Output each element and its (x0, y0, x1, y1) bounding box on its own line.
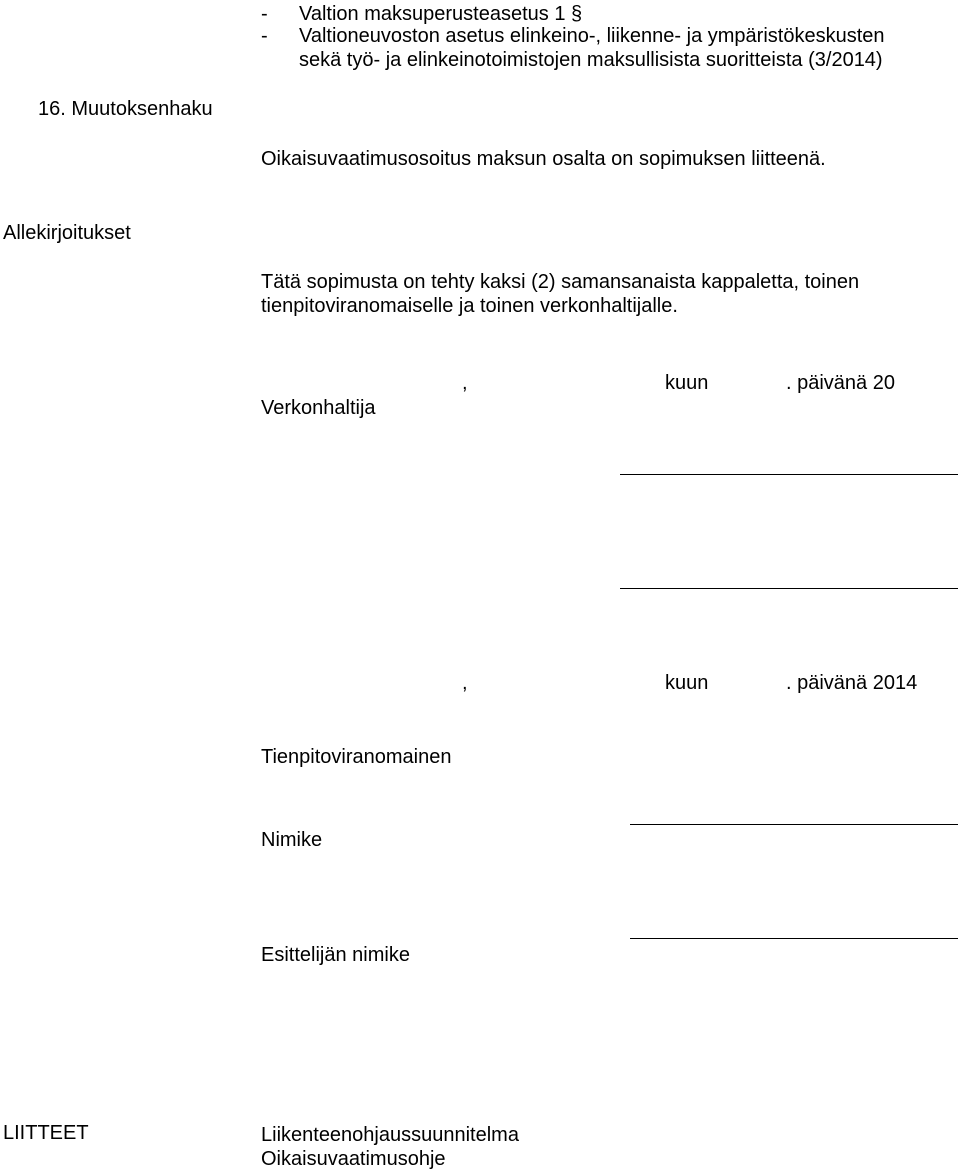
attachment-item: Liikenteenohjaussuunnitelma (261, 1124, 519, 1146)
presenter-label: Esittelijän nimike (261, 944, 410, 966)
section-heading-attachments: LIITTEET (3, 1122, 89, 1144)
list-dash: - (261, 25, 268, 47)
section-heading-appeal: 16. Muutoksenhaku (38, 98, 213, 120)
list-item-legal-basis-2 (261, 24, 885, 48)
title-label: Nimike (261, 829, 323, 851)
authority-label: Tienpitoviranomainen (261, 746, 452, 768)
network-date-kuun: kuun (665, 372, 709, 394)
list-item-text: Valtioneuvoston asetus elinkeino-, liikenne- ja ympäristökeskusten (299, 25, 885, 47)
authority-date-comma: , (462, 672, 468, 694)
list-item-legal-basis-2-continued: sekä työ- ja elinkeinotoimistojen maksullisista suoritteista (3/2014) (299, 49, 883, 71)
network-date-comma: , (462, 372, 468, 394)
authority-date-paivana: . päivänä 2014 (786, 672, 918, 694)
signatures-paragraph-line-2: tienpitoviranomaiselle ja toinen verkonhaltijalle. (261, 295, 678, 317)
list-dash: - (261, 3, 268, 25)
network-date-paivana: . päivänä 20 (786, 372, 895, 394)
list-item-legal-basis-1 (261, 2, 582, 26)
attachment-item: Oikaisuvaatimusohje (261, 1148, 446, 1170)
authority-date-kuun: kuun (665, 672, 709, 694)
list-item-text: Valtion maksuperusteasetus 1 § (299, 3, 583, 25)
section-heading-signatures: Allekirjoitukset (3, 222, 131, 244)
signature-line-presenter (630, 938, 958, 939)
signature-line-network-2 (620, 588, 958, 589)
signature-line-network-1 (620, 474, 958, 475)
appeal-text: Oikaisuvaatimusosoitus maksun osalta on sopimuksen liitteenä. (261, 148, 826, 170)
network-owner-label: Verkonhaltija (261, 397, 376, 419)
signatures-paragraph-line-1: Tätä sopimusta on tehty kaksi (2) samansanaista kappaletta, toinen (261, 271, 860, 293)
signature-line-title (630, 824, 958, 825)
